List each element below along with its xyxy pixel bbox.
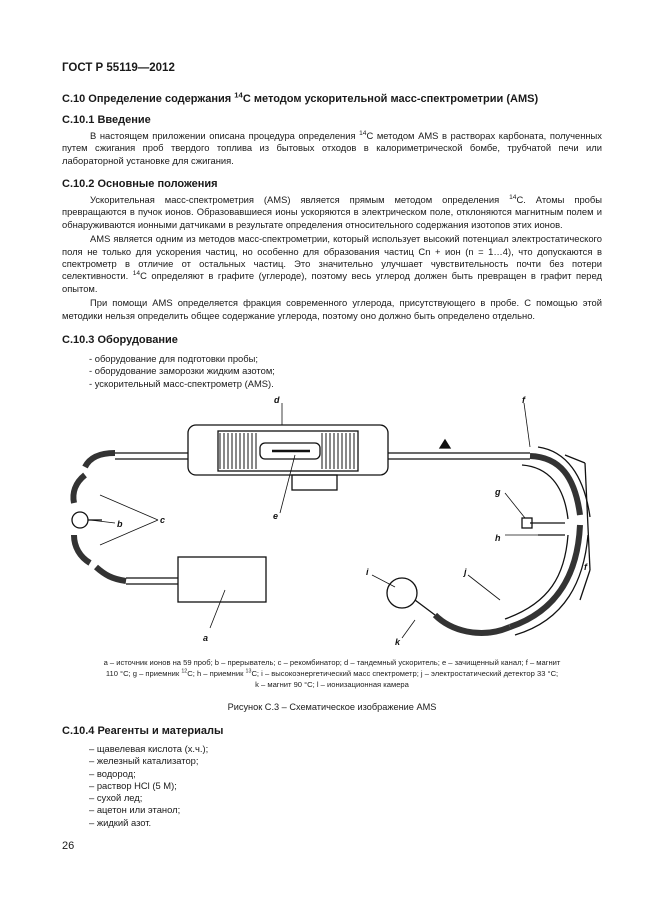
figure-legend: a – источник ионов на 59 проб; b – прерыватель; c – рекомбинатор; d – тандемный ускоритель; e – зачищенный канал; f – магнит 110 °C; g – приемник $^{12}$C; h – приемник $^{13}$C; i – высокоэнергетический масс спектрометр; j – электростатический детектор 33 °C; k – магнит 90 °C; l – ионизационная камера xyxy=(103,658,561,689)
figure-label-i: i xyxy=(366,567,369,577)
figure-label-h: h xyxy=(495,533,501,543)
list-item: - ускорительный масс-спектрометр (AMS). xyxy=(89,377,274,389)
figure-label-e: e xyxy=(273,511,279,521)
figure-label-f: f xyxy=(522,395,525,405)
section-title: С.10 Определение содержания $^{14}$С методом ускорительной масс-спектрометрии (AMS) xyxy=(62,90,539,105)
figure-label-d: d xyxy=(274,395,280,405)
list-item: – ацетон или этанол; xyxy=(89,804,181,816)
list-item: - оборудование заморозки жидким азотом; xyxy=(89,365,275,377)
list-item: – водород; xyxy=(89,767,136,779)
page-number: 26 xyxy=(62,840,75,852)
list-item: – сухой лед; xyxy=(89,792,143,804)
principles-heading: С.10.2 Основные положения xyxy=(62,178,218,190)
figure-label-k: k xyxy=(395,637,401,647)
figure-label-b: b xyxy=(117,519,123,529)
intro-heading: С.10.1 Введение xyxy=(62,114,151,126)
ams-schematic-figure xyxy=(60,395,600,653)
reagents-list xyxy=(89,743,208,829)
figure-label-j: j xyxy=(464,567,467,577)
principles-text: Ускорительная масс-спектрометрия (AMS) является прямым методом определения $^{14}$С. Атомы пробы превращаются в пучок ионов. Образовавшиеся ионы ускоряются в электрическом поле, отклоняются магнитным полем и обнаруживаются ионными датчиками в результате определения относительного содержания изотопов этих ионов. AMS является одним из методов масс-спектрометрии, который использует высокий потенциал электростатического поля не только для ускорения частиц, но особенно для образования частиц Cn + ион (n = 1…4), что допускаются в спектрометр в отличие от остальных частиц. Это значительно улучшает чувствительность почти без потери селективности. $^{14}$С определяют в графите (углероде), поэтому весь углерод должен быть превращен в графит перед опытом. При помощи AMS определяется фракция современного углерода, присутствующего в пробе. С помощью этой методики нельзя определить общее содержание углерода, поэтому оно должно быть определено отдельно. xyxy=(62,193,602,321)
list-item: – раствор HCl (5 M); xyxy=(89,779,177,791)
list-item: – железный катализатор; xyxy=(89,755,199,767)
figure-label-a: a xyxy=(203,633,209,643)
list-item: - оборудование для подготовки пробы; xyxy=(89,353,258,364)
figure-caption: Рисунок С.3 – Схематическое изображение AMS xyxy=(227,702,437,712)
figure-label-c: c xyxy=(160,515,166,525)
figure-label-g: g xyxy=(495,487,501,497)
document-header: ГОСТ Р 55119—2012 xyxy=(62,62,175,74)
figure-label-f2: f xyxy=(584,562,587,572)
equipment-heading: С.10.3 Оборудование xyxy=(62,334,178,346)
list-item: – щавелевая кислота (х.ч.); xyxy=(89,743,209,754)
equipment-list xyxy=(89,353,275,390)
intro-paragraph: В настоящем приложении описана процедура определения $^{14}$С методом AMS в растворах карбоната, полученных путем сжигания проб твердого топлива из бытовых отходов в калориметрической бомбе, трубчатой печи или лабораторной установке для сжигания. xyxy=(62,129,602,166)
reagents-heading: С.10.4 Реагенты и материалы xyxy=(62,725,224,737)
list-item: – жидкий азот. xyxy=(89,816,152,828)
